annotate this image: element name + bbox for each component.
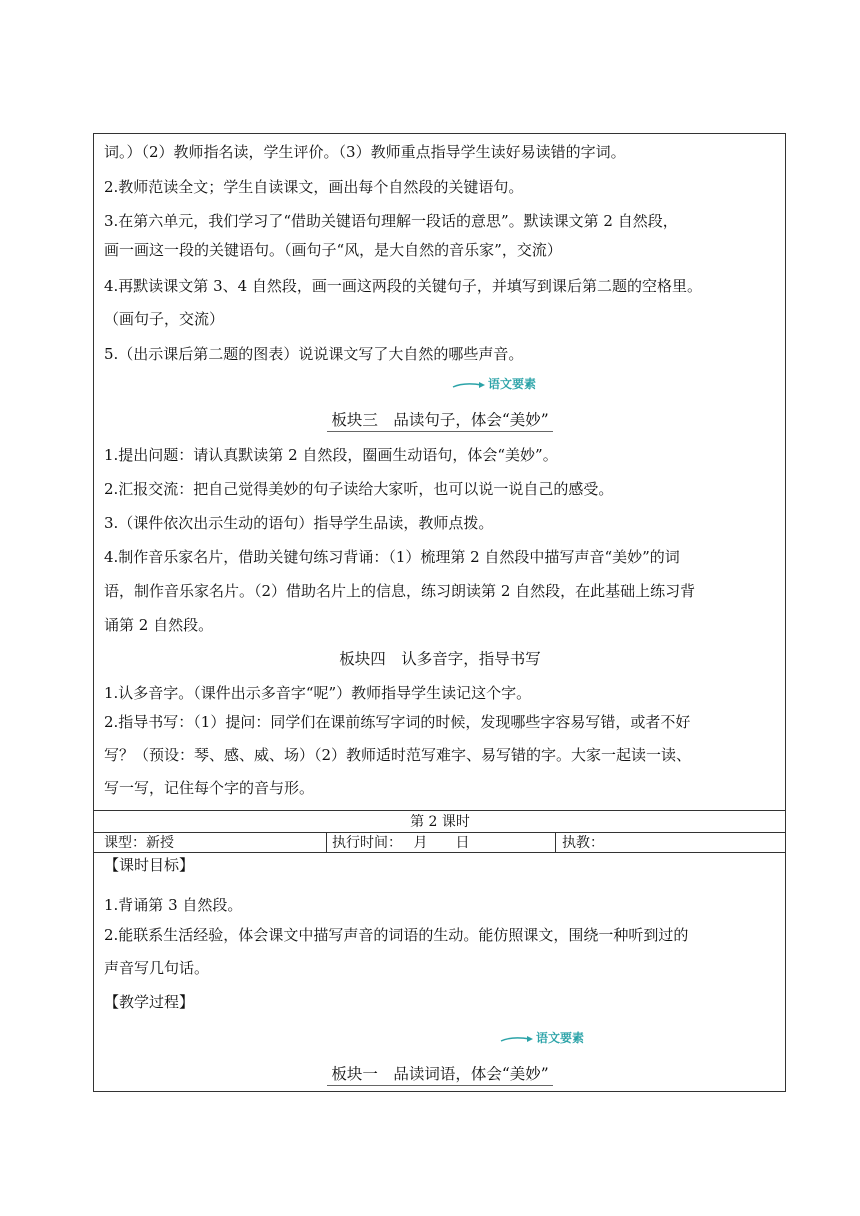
text-line: 1.背诵第 3 自然段。 (104, 896, 243, 914)
text-line: 3.（课件依次出示生动的语句）指导学生品读，教师点拨。 (104, 514, 494, 532)
element-tag (500, 1031, 584, 1045)
text-line: 词。）（2）教师指名读，学生评价。（3）教师重点指导学生读好易读错的字词。 (104, 143, 626, 161)
text-line: 2.汇报交流：把自己觉得美妙的句子读给大家听，也可以说一说自己的感受。 (104, 480, 614, 498)
element-tag (452, 377, 536, 391)
table-divider (93, 852, 786, 853)
section-heading (96, 410, 784, 432)
text-line: 2.指导书写：（1）提问：同学们在课前练写字词的时候，发现哪些字容易写错，或者不好 (104, 713, 691, 731)
text-line: 语，制作音乐家名片。（2）借助名片上的信息，练习朗读第 2 自然段，在此基础上练习背 (104, 582, 696, 600)
process-heading: 【教学过程】 (104, 993, 195, 1011)
goal-heading: 【课时目标】 (104, 856, 195, 874)
arrow-line-icon (452, 380, 486, 390)
section-heading-1: 板块一 品读词语，体会“美妙” (327, 1064, 552, 1086)
table-divider (555, 832, 556, 852)
course-type: 课型：新授 (104, 835, 174, 851)
text-line: 写？（预设：琴、感、威、场）（2）教师适时范写难字、易写错的字。大家一起读一读、 (104, 746, 692, 764)
table-divider (93, 810, 786, 811)
execution-time: 执行时间： 月 日 (332, 835, 470, 851)
tag-label: 语文要素 (488, 377, 537, 391)
text-line: 写一写，记住每个字的音与形。 (104, 779, 315, 797)
table-divider (93, 832, 786, 833)
text-line: 3.在第六单元，我们学习了“借助关键语句理解一段话的意思”。默读课文第 2 自然段， (104, 212, 678, 230)
text-line: 2.教师范读全文；学生自读课文，画出每个自然段的关键语句。 (104, 178, 524, 196)
section-heading-3: 板块三 品读句子，体会“美妙” (327, 410, 552, 432)
text-line: 5.（出示课后第二题的图表）说说课文写了大自然的哪些声音。 (104, 345, 524, 363)
text-line: （画句子，交流） (104, 310, 225, 328)
text-line: 声音写几句话。 (104, 959, 210, 977)
text-line: 1.提出问题：请认真默读第 2 自然段，圈画生动语句，体会“美妙”。 (104, 446, 558, 464)
text-line: 画一画这一段的关键语句。（画句子“风，是大自然的音乐家”，交流） (104, 241, 562, 259)
teacher-field: 执教： (562, 835, 604, 851)
section-heading (96, 649, 784, 669)
table-divider (326, 832, 327, 852)
text-line: 1.认多音字。（课件出示多音字“呢”）教师指导学生读记这个字。 (104, 684, 532, 702)
tag-label: 语文要素 (536, 1031, 585, 1045)
arrow-line-icon (500, 1034, 534, 1044)
text-line: 4.制作音乐家名片，借助关键句练习背诵：（1）梳理第 2 自然段中描写声音“美妙”的词 (104, 548, 680, 566)
text-line: 诵第 2 自然段。 (104, 616, 214, 634)
lesson-title: 第 2 课时 (410, 814, 470, 830)
section-heading (96, 1064, 784, 1086)
text-line: 2.能联系生活经验，体会课文中描写声音的词语的生动。能仿照课文，围绕一种听到过的 (104, 926, 689, 944)
text-line: 4.再默读课文第 3、4 自然段，画一画这两段的关键句子，并填写到课后第二题的空格里。 (104, 277, 702, 295)
section-heading-4: 板块四 认多音字，指导书写 (339, 650, 541, 668)
